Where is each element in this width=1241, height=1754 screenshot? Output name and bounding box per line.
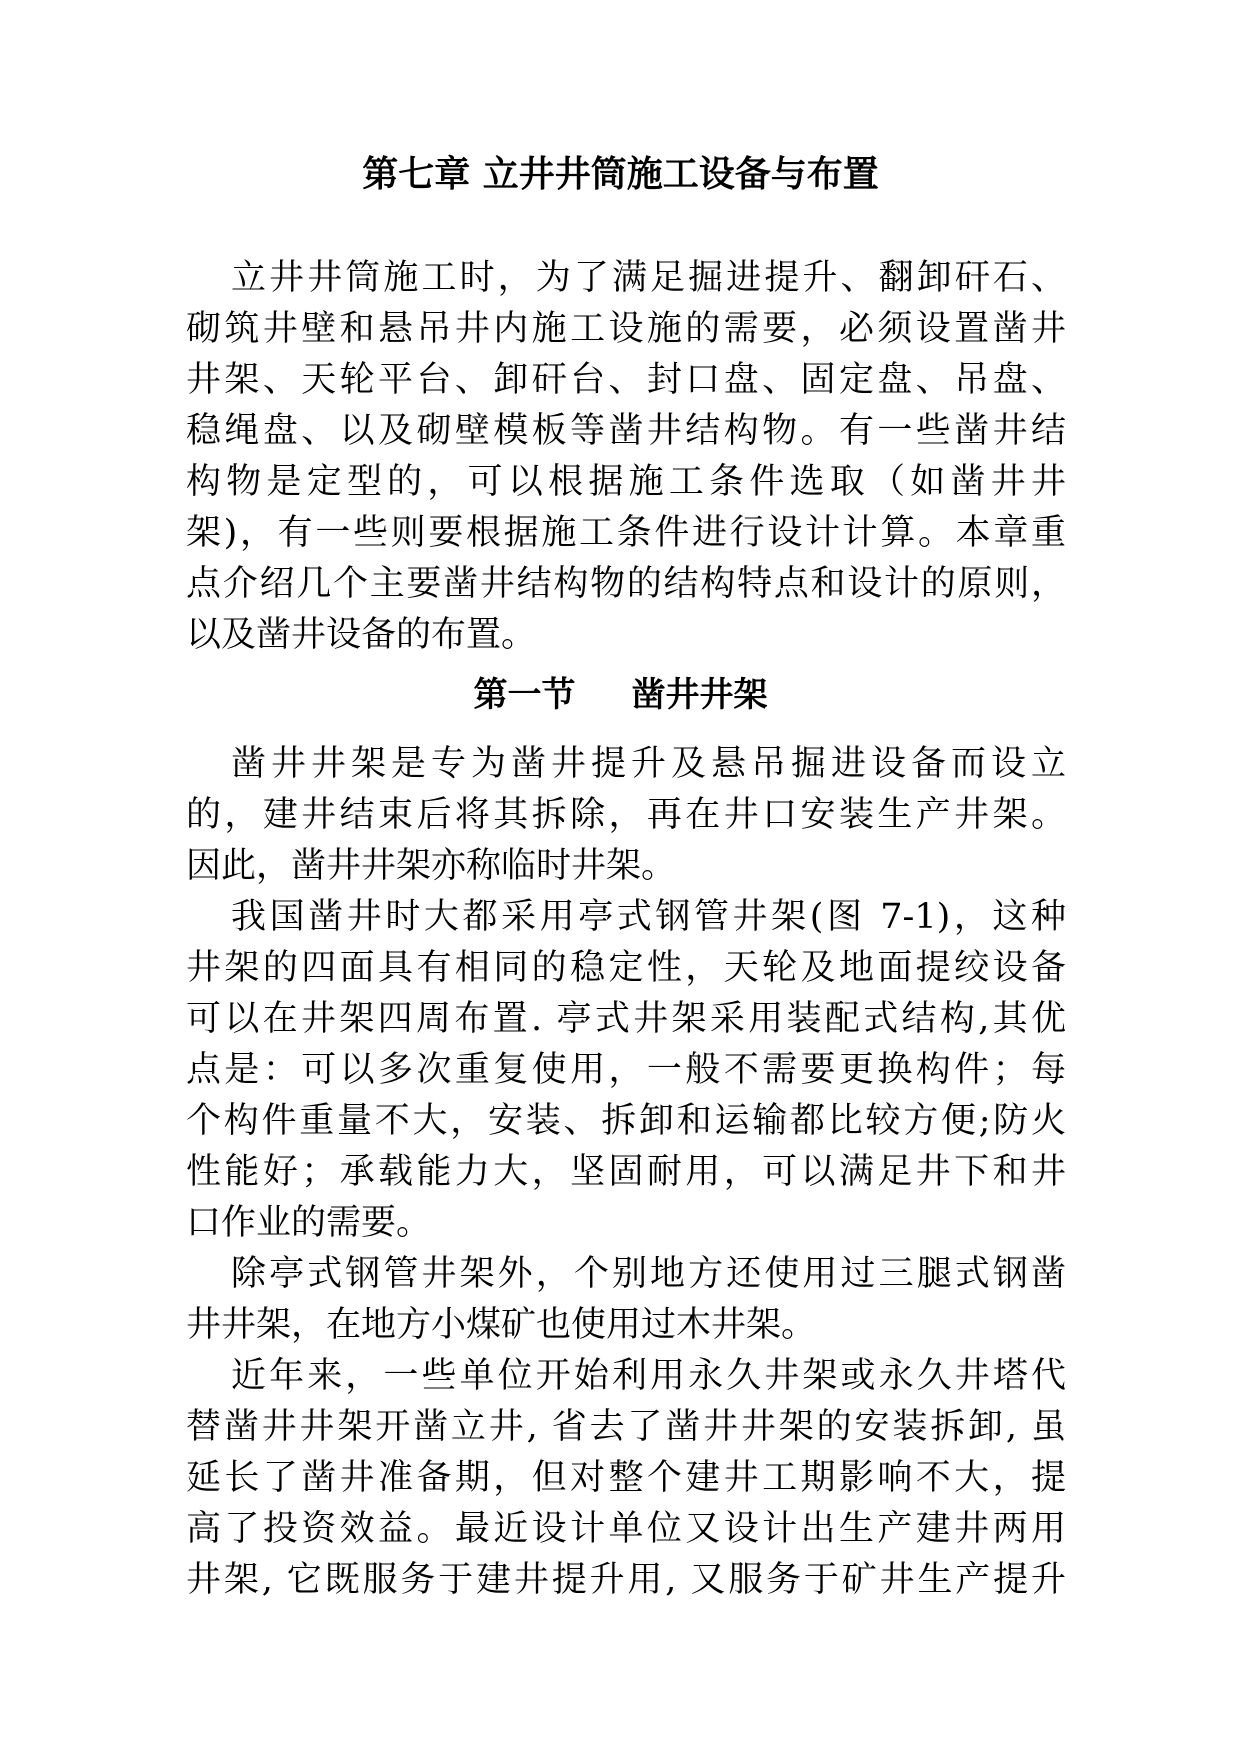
section-body xyxy=(186,739,1066,1606)
text-line: 延长了凿井准备期，但对整个建井工期影响不大，提 xyxy=(186,1458,1066,1498)
text-line: 稳绳盘、以及砌壁模板等凿井结构物。有一些凿井结 xyxy=(186,411,1066,451)
text-line: 点介绍几个主要凿井结构物的结构特点和设计的原则， xyxy=(186,564,1066,604)
text-line: 个构件重量不大，安装、拆卸和运输都比较方便;防火 xyxy=(186,1101,1066,1141)
text-line: 点是：可以多次重复使用，一般不需要更换构件；每 xyxy=(186,1050,1066,1090)
text-line: 除亭式钢管井架外，个别地方还使用过三腿式钢凿 xyxy=(231,1254,1066,1294)
section-title xyxy=(0,670,1241,720)
text-line: 口作业的需要。 xyxy=(186,1203,432,1243)
text-line: 近年来，一些单位开始利用永久井架或永久井塔代 xyxy=(231,1356,1066,1396)
text-line: 构物是定型的，可以根据施工条件选取（如凿井井 xyxy=(186,462,1066,502)
text-line: 架)，有一些则要根据施工条件进行设计计算。本章重 xyxy=(186,513,1066,553)
text-line: 性能好；承载能力大，坚固耐用，可以满足井下和井 xyxy=(186,1152,1066,1192)
section-number: 第一节 xyxy=(473,675,576,715)
text-line: 替凿井井架开凿立井, 省去了凿井井架的安装拆卸, 虽 xyxy=(186,1407,1066,1447)
intro-paragraph xyxy=(186,253,1066,661)
text-line: 立井井筒施工时，为了满足掘进提升、翻卸矸石、 xyxy=(231,258,1066,298)
text-line: 井架, 它既服务于建井提升用, 又服务于矿井生产提升 xyxy=(186,1560,1066,1600)
text-line: 以及凿井设备的布置。 xyxy=(186,615,537,655)
section-name: 凿井井架 xyxy=(631,675,768,715)
text-line: 井井架，在地方小煤矿也使用过木井架。 xyxy=(186,1305,817,1345)
text-line: 井架的四面具有相同的稳定性，天轮及地面提绞设备 xyxy=(186,948,1066,988)
text-line: 因此，凿井井架亦称临时井架。 xyxy=(186,846,677,886)
text-line: 凿井井架是专为凿井提升及悬吊掘进设备而设立 xyxy=(231,744,1066,784)
text-line: 砌筑井壁和悬吊井内施工设施的需要，必须设置凿井 xyxy=(186,309,1066,349)
text-line: 井架、天轮平台、卸矸台、封口盘、固定盘、吊盘、 xyxy=(186,360,1066,400)
text-line: 可以在井架四周布置. 亭式井架采用装配式结构,其优 xyxy=(186,999,1066,1039)
text-line: 高了投资效益。最近设计单位又设计出生产建井两用 xyxy=(186,1509,1066,1549)
chapter-title: 第七章 立井井筒施工设备与布置 xyxy=(362,154,879,195)
text-line: 的，建井结束后将其拆除，再在井口安装生产井架。 xyxy=(186,795,1066,835)
text-line: 我国凿井时大都采用亭式钢管井架(图 7-1)，这种 xyxy=(231,897,1066,937)
